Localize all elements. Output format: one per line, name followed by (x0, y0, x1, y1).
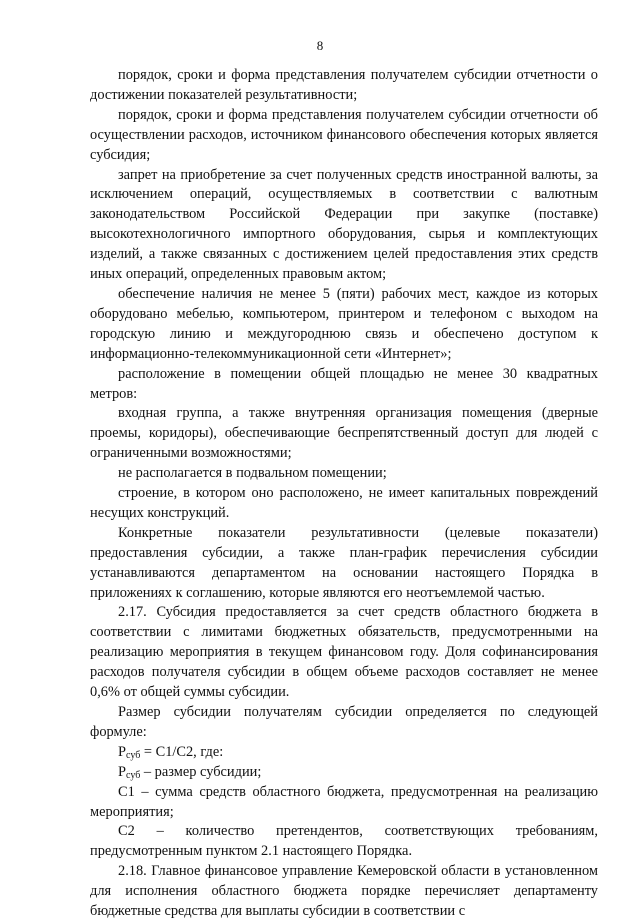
paragraph: запрет на приобретение за счет полученных средств иностранной валюты, за исключением операций, осуществляемых в соответствии с валютным законодательством Российской Федерации при закупке (поставке) высокотехнологичного импортного оборудования, сырья и комплектующих изделий, а также связанных с достижением целей предоставления этих средств иных операций, определенных правовым актом; (90, 166, 598, 283)
formula-symbol: Р (118, 743, 127, 760)
document-body (90, 66, 598, 922)
formula-rhs: = С1/С2, где: (140, 743, 224, 760)
definition-c1: С1 – сумма средств областного бюджета, предусмотренная на реализацию мероприятия; (90, 783, 598, 820)
paragraph: Размер субсидии получателям субсидии определяется по следующей формуле: (90, 704, 598, 740)
paragraph: Конкретные показатели результативности (целевые показатели) предоставления субсидии, а также план-график перечисления субсидии устанавливаются департаментом на основании настоящего Порядка в приложениях к соглашению, которые являются его неотъемлемой частью. (90, 524, 598, 601)
paragraph: порядок, сроки и форма представления получателем субсидии отчетности об осуществлении расходов, источником финансового обеспечения которых является субсидия; (90, 106, 598, 163)
paragraph: обеспечение наличия не менее 5 (пяти) рабочих мест, каждое из которых оборудовано мебелью, компьютером, принтером и телефоном с выходом на городскую линию и междугороднюю связь и обеспечено доступом к информационно-телекоммуникационной сети «Интернет»; (90, 285, 598, 362)
formula-subscript: суб (126, 749, 141, 761)
paragraph: не располагается в подвальном помещении; (118, 465, 387, 482)
paragraph: строение, в котором оно расположено, не имеет капитальных повреждений несущих конструкций. (90, 485, 598, 521)
paragraph: расположение в помещении общей площадью не менее 30 квадратных метров: (90, 365, 598, 402)
formula-line (90, 743, 598, 763)
paragraph: порядок, сроки и форма представления получателем субсидии отчетности о достижении показателей результативности; (90, 67, 598, 103)
paragraph: 2.17. Субсидия предоставляется за счет средств областного бюджета в соответствии с лимитами бюджетных обязательств, предусмотренными на реализацию мероприятия в текущем финансовом году. Доля софинансирования расходов получателя субсидии в общем объеме расходов составляет не менее 0,6% от общей суммы субсидии. (90, 604, 598, 701)
definition-text: – размер субсидии; (140, 763, 262, 780)
paragraph: входная группа, а также внутренняя организация помещения (дверные проемы, коридоры), обеспечивающие беспрепятственный доступ для людей с ограниченными возможностями; (90, 405, 598, 462)
definition-c2: С2 – количество претендентов, соответствующих требованиям, предусмотренным пунктом 2.1 настоящего Порядка. (90, 823, 598, 860)
definition-psub (90, 763, 598, 783)
definition-subscript: суб (126, 769, 141, 781)
paragraph: 2.18. Главное финансовое управление Кемеровской области в установленном для исполнения областного бюджета порядке перечисляет департаменту бюджетные средства для выплаты субсидии в соответствии с (90, 863, 598, 920)
definition-symbol: Р (118, 763, 127, 780)
page-number: 8 (316, 38, 324, 53)
